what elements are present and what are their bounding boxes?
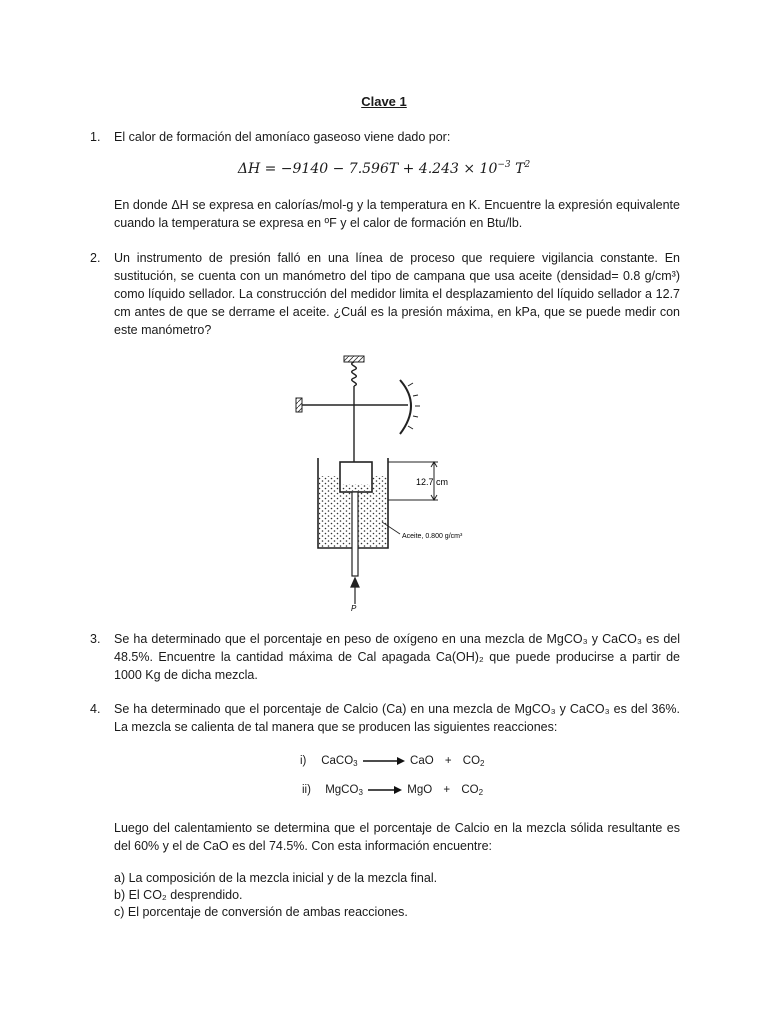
- bell-inner-liquid: [342, 484, 370, 491]
- part-a: a) La composición de la mezcla inicial y de la mezcla final.: [114, 871, 438, 885]
- part-b: b) El CO₂ desprendido.: [114, 888, 243, 902]
- reaction-plus: +: [444, 755, 452, 767]
- pressure-arrow-icon: [351, 578, 359, 604]
- reaction-reactant: CaCO: [321, 755, 354, 767]
- question-4: [90, 700, 680, 736]
- reaction-product-1: CaO: [410, 755, 434, 767]
- question-4-after: Luego del calentamiento se determina que el porcentaje de Calcio en la mezcla sólida resultante es del 60% y el de CaO es del 74.5%. Con esta información encuentre:: [114, 821, 680, 853]
- reaction-2: [302, 784, 483, 797]
- bell-manometer-figure: [288, 352, 498, 614]
- part-c: c) El porcentaje de conversión de ambas reacciones.: [114, 905, 408, 919]
- pressure-label: P: [351, 604, 357, 613]
- question-1-intro: El calor de formación del amoníaco gaseoso viene dado por:: [114, 130, 451, 144]
- reaction-label: i): [300, 755, 307, 767]
- question-4-after-block: [90, 819, 680, 855]
- reaction-product-2-sub: 2: [480, 759, 485, 768]
- reaction-label: ii): [302, 784, 311, 796]
- question-number: 1.: [90, 130, 101, 144]
- question-1: [90, 128, 680, 146]
- equation-rhs-b: T: [515, 161, 525, 177]
- reaction-product-2: CO: [462, 755, 481, 767]
- question-1-body-block: [90, 196, 680, 232]
- question-number: 4.: [90, 702, 101, 716]
- question-4-text: Se ha determinado que el porcentaje de Calcio (Ca) en una mezcla de MgCO₃ y CaCO₃ es del 36%. La mezcla se calienta de tal manera que se producen las siguientes reacciones:: [114, 702, 680, 734]
- equation-exponent-1: −3: [497, 160, 511, 170]
- reaction-plus: +: [443, 784, 451, 796]
- reaction-arrow-icon: [366, 785, 404, 795]
- reaction-product-1: MgO: [407, 784, 433, 796]
- reaction-reactant: MgCO: [325, 784, 359, 796]
- question-3: [90, 630, 680, 684]
- question-4-parts: [114, 870, 437, 921]
- page-title: Clave 1: [361, 94, 407, 109]
- equation-exponent-2: 2: [524, 160, 531, 170]
- oil-label: Aceite, 0.800 g/cm³: [402, 533, 463, 540]
- question-3-text: Se ha determinado que el porcentaje en peso de oxígeno en una mezcla de MgCO₃ y CaCO₃ es del 48.5%. Encuentre la cantidad máxima de Cal apagada Ca(OH)₂ que puede producirse a partir de 1000 Kg de dicha mezcla.: [114, 632, 680, 682]
- reaction-reactant-sub: 3: [353, 759, 358, 768]
- spring-icon: [352, 362, 357, 386]
- question-number: 3.: [90, 632, 101, 646]
- question-number: 2.: [90, 251, 101, 265]
- scale-ticks: [408, 383, 420, 429]
- enthalpy-equation: [0, 160, 768, 177]
- question-2: [90, 249, 680, 339]
- scale-arc: [400, 380, 411, 434]
- reaction-reactant-sub: 3: [358, 788, 363, 797]
- reaction-arrow-icon: [361, 756, 407, 766]
- equation-rhs-a: = −9140 − 7.596T + 4.243 × 10: [264, 161, 498, 177]
- wall-mount: [296, 398, 302, 412]
- reaction-1: [300, 755, 485, 768]
- equation-lhs: ΔH: [237, 161, 261, 177]
- question-2-text: Un instrumento de presión falló en una línea de proceso que requiere vigilancia constante. En sustitución, se cuenta con un manómetro del tipo de campana que usa aceite (densidad= 0.8 g/cm³) como líquido sellador. La construcción del medidor limita el desplazamiento del líquido sellador a 12.7 cm antes de que se derrame el aceite. ¿Cuál es la presión máxima, en kPa, que se puede medir con este manómetro?: [114, 251, 680, 337]
- question-1-body: En donde ΔH se expresa en calorías/mol-g y la temperatura en K. Encuentre la expresión equivalente cuando la temperatura se expresa en ºF y el calor de formación en Btu/lb.: [114, 198, 680, 230]
- dimension-label: 12.7 cm: [416, 477, 449, 487]
- reaction-product-2-sub: 2: [478, 788, 484, 797]
- inlet-tube: [352, 492, 358, 576]
- reaction-product-2: CO: [461, 784, 479, 796]
- ceiling-mount: [344, 356, 364, 362]
